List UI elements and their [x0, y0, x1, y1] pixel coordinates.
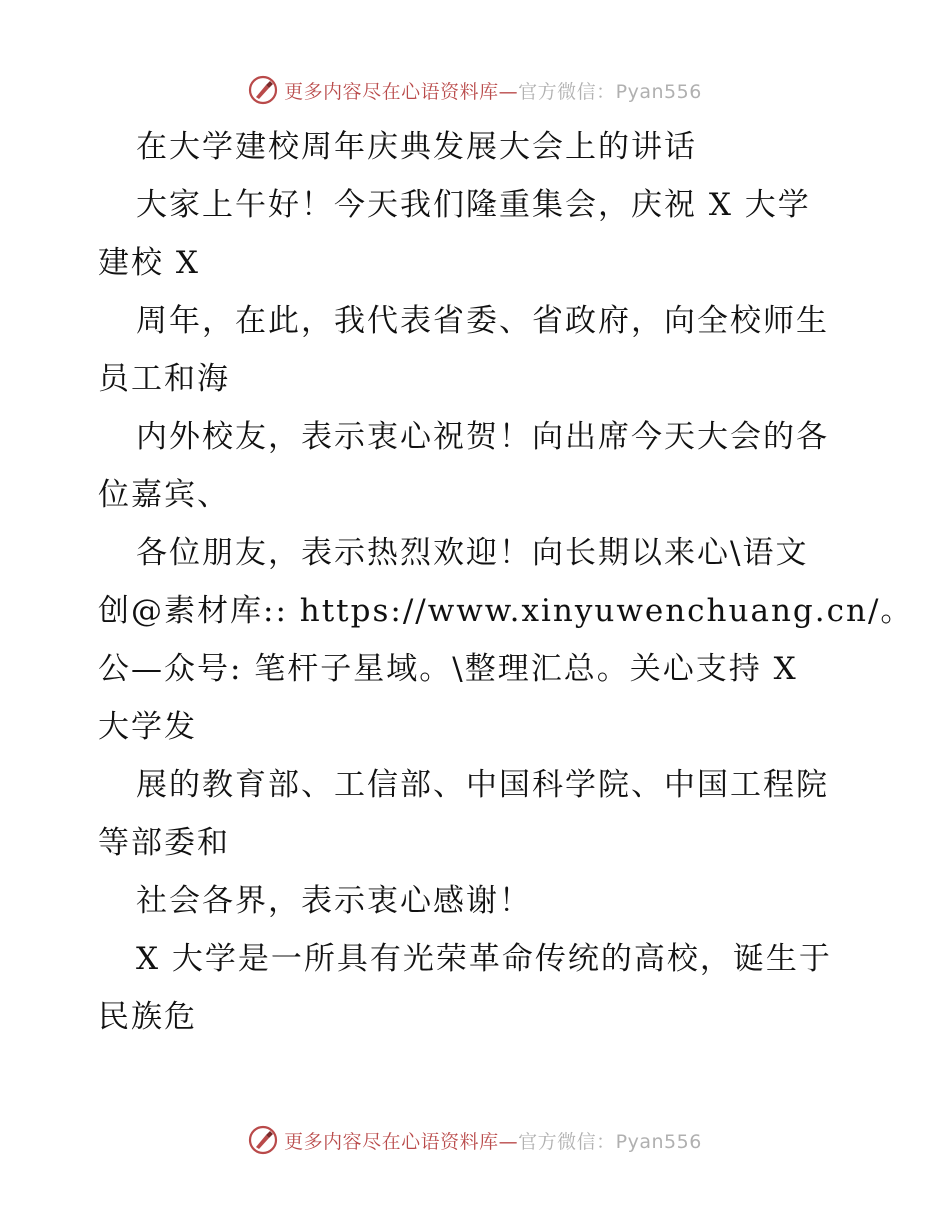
header-banner-text: 更多内容尽在心语资料库—官方微信：Pyan556	[284, 80, 702, 103]
text-line: 内外校友，表示衷心祝贺！向出席今天大会的各	[136, 419, 829, 455]
text-line: 周年，在此，我代表省委、省政府，向全校师生	[136, 303, 829, 339]
footer-banner-text: 更多内容尽在心语资料库—官方微信：Pyan556	[284, 1130, 702, 1153]
text-line: 公—众号: 笔杆子星域。\整理汇总。关心支持 X	[98, 651, 798, 687]
footer-banner	[0, 1120, 950, 1160]
text-line: 展的教育部、工信部、中国科学院、中国工程院	[136, 767, 829, 803]
speech-title: 在大学建校周年庆典发展大会上的讲话	[136, 129, 697, 165]
header-banner	[0, 70, 950, 110]
text-line: 建校 X	[98, 245, 200, 281]
text-line: X 大学是一所具有光荣革命传统的高校，诞生于	[136, 941, 832, 977]
text-line: 位嘉宾、	[98, 477, 230, 513]
text-line: 等部委和	[98, 825, 230, 861]
text-line: 大家上午好！今天我们隆重集会，庆祝 X 大学	[136, 187, 811, 223]
text-line: 社会各界，表示衷心感谢！	[136, 883, 532, 919]
pen-logo-icon	[248, 1125, 278, 1155]
text-line: 大学发	[98, 709, 197, 745]
text-line: 民族危	[98, 999, 197, 1035]
pen-logo-icon	[248, 75, 278, 105]
text-line: 员工和海	[98, 361, 230, 397]
speech-body	[98, 118, 914, 1046]
text-line: 创@素材库:: https://www.xinyuwenchuang.cn/。	[98, 593, 914, 629]
text-line: 各位朋友，表示热烈欢迎！向长期以来心\语文	[136, 535, 809, 571]
